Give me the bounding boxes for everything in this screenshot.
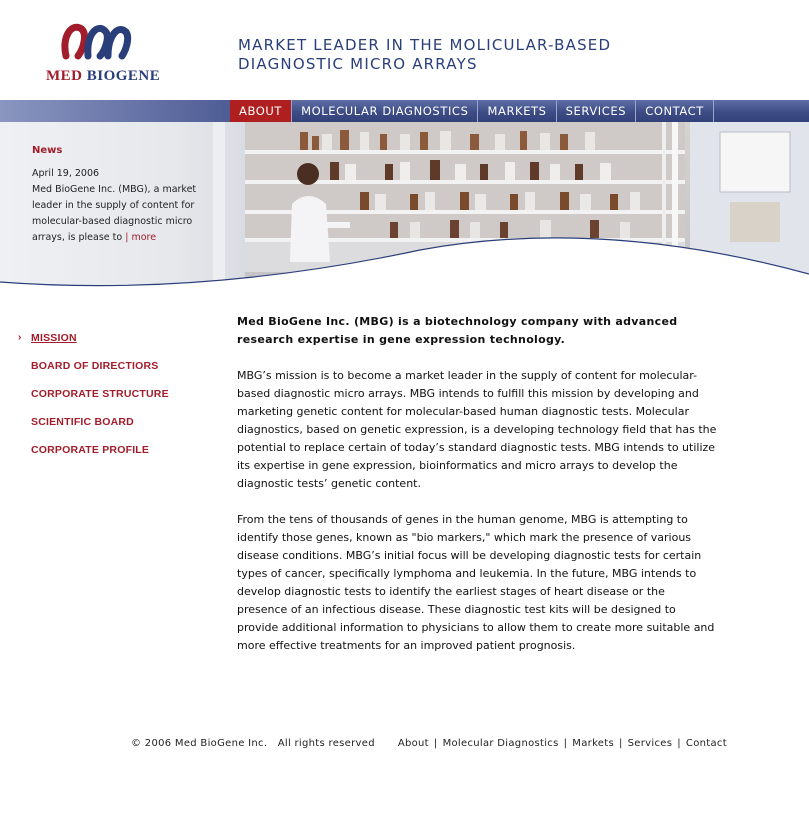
footer-link-contact[interactable]: Contact [685, 738, 727, 749]
footer-link-markets[interactable]: Markets [572, 738, 614, 749]
copyright: © 2006 Med BioGene Inc. [131, 738, 268, 749]
news-divider: | [125, 232, 129, 243]
main-nav [0, 100, 809, 122]
tagline-line-1: MARKET LEADER IN THE MOLICULAR-BASED [238, 36, 612, 54]
footer-link-services[interactable]: Services [627, 738, 673, 749]
news-title: News [32, 145, 63, 156]
news-text [32, 182, 212, 246]
rights-reserved: All rights reserved [277, 738, 375, 749]
sidebar-item-label: BOARD OF DIRECTIORS [31, 360, 159, 372]
logo[interactable] [42, 18, 170, 90]
sidebar-item-mission[interactable] [18, 330, 169, 358]
sidebar-item-label: CORPORATE PROFILE [31, 444, 150, 456]
news-more-link[interactable]: more [131, 232, 157, 243]
sidebar-nav [18, 330, 169, 470]
nav-item-contact[interactable]: CONTACT [636, 100, 714, 122]
tagline [238, 36, 611, 74]
nav-bar-fade [0, 100, 230, 122]
footer-link-about[interactable]: About [397, 738, 429, 749]
mission-paragraph: MBG’s mission is to become a market leader in the supply of content for molecular-based diagnostic micro arrays. MBG intends to fulfill this mission by developing and marketing genetic content for molecular-based human diagnostic tests. Molecular diagnostics, based on genetic expression, is a developing technology field that has the potential to replace certain of today’s standard diagnostic tests. MBG intends to utilize its expertise in gene expression, bioinformatics and micro arrays to develop the diagnostic tests’ genetic content. [237, 369, 717, 490]
nav-item-markets[interactable]: MARKETS [478, 100, 556, 122]
news-body: Med BioGene Inc. (MBG), a market leader in the supply of content for molecular-based diagnostic micro arrays, is please to [32, 184, 197, 243]
footer-link-molecular-diagnostics[interactable]: Molecular Diagnostics [442, 738, 559, 749]
footer-separator: | [563, 738, 568, 749]
chevron-right-icon: › [18, 332, 22, 343]
sidebar-item-board-of-directors[interactable] [18, 358, 169, 386]
genome-paragraph: From the tens of thousands of genes in the human genome, MBG is attempting to identify those genes, known as "bio markers," which mark the presence of various disease conditions. MBG’s initial focus will be developing diagnostic tests for certain types of cancer, specifically lymphoma and leukemia. In the future, MBG intends to develop diagnostic tests to identify the earliest stages of heart disease or the presence of an infectious disease. These diagnostic test kits will be designed to provide additional information to physicians to allow them to create more suitable and more effective treatments for an improved patient prognosis. [237, 513, 715, 652]
footer-separator: | [677, 738, 681, 749]
sidebar-item-corporate-structure[interactable] [18, 386, 169, 414]
news-date: April 19, 2006 [32, 168, 100, 179]
nav-item-molecular-diagnostics[interactable]: MOLECULAR DIAGNOSTICS [292, 100, 478, 122]
sidebar-item-label: CORPORATE STRUCTURE [31, 388, 169, 400]
sidebar-item-label: SCIENTIFIC BOARD [31, 416, 134, 428]
footer [131, 738, 727, 749]
footer-separator: | [618, 738, 623, 749]
sidebar-item-scientific-board[interactable] [18, 414, 169, 442]
sidebar-item-corporate-profile[interactable] [18, 442, 169, 470]
news-panel [32, 143, 212, 246]
intro-heading: Med BioGene Inc. (MBG) is a biotechnology company with advanced research expertise in gene expression technology. [237, 315, 678, 346]
footer-separator: | [433, 738, 438, 749]
main-content [237, 313, 717, 673]
logo-wordmark: MED BIOGENE [46, 68, 161, 84]
nav-item-services[interactable]: SERVICES [557, 100, 637, 122]
sidebar-item-label: MISSION [31, 332, 77, 344]
tagline-line-2: DIAGNOSTIC MICRO ARRAYS [238, 55, 478, 73]
nav-item-about[interactable]: ABOUT [230, 100, 292, 122]
logo-mark-icon [60, 18, 134, 64]
nav-items [230, 100, 714, 122]
